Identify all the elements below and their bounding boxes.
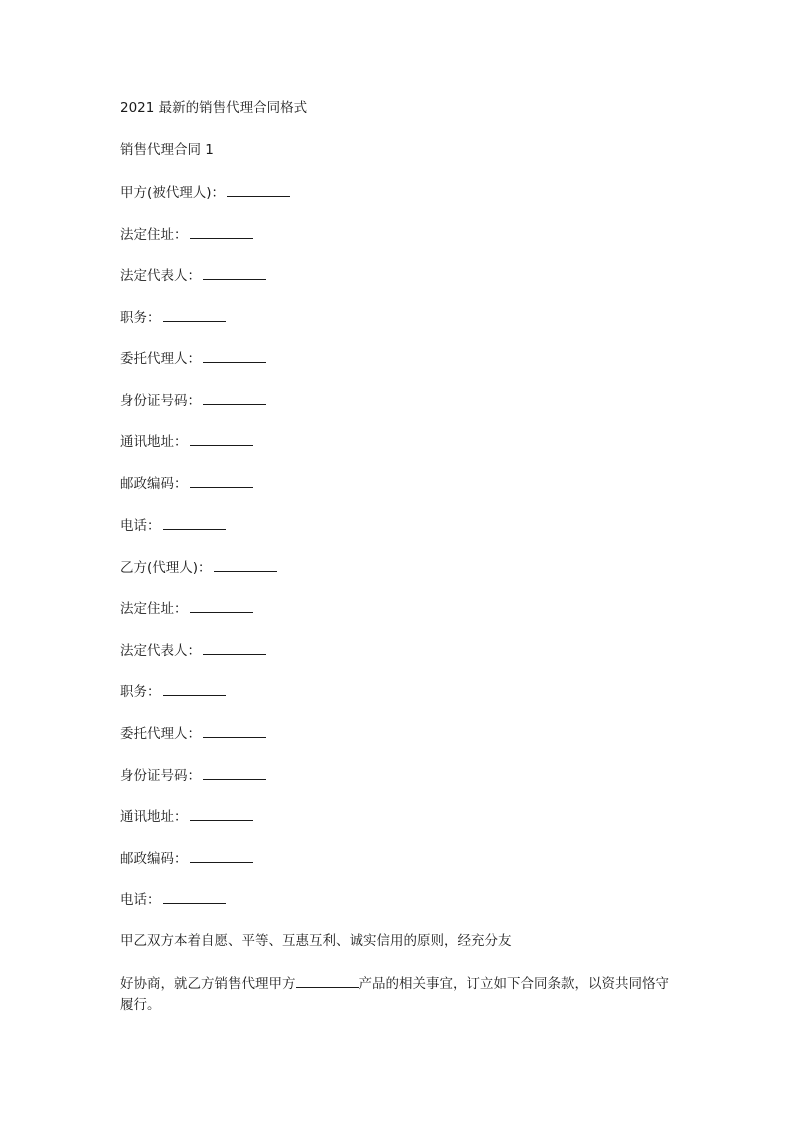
fill-blank <box>203 765 266 780</box>
fill-blank <box>163 681 226 696</box>
fill-blank <box>227 182 290 197</box>
party-b-field: 法定代表人： <box>120 640 266 661</box>
contract-subtitle: 销售代理合同 1 <box>120 142 214 158</box>
document-title: 2021 最新的销售代理合同格式 <box>120 100 308 116</box>
fill-blank <box>190 806 253 821</box>
intro-line: 甲乙双方本着自愿、平等、互惠互利、诚实信用的原则，经充分友 <box>120 933 512 949</box>
product-fill-blank <box>296 973 359 988</box>
party-b-field: 委托代理人： <box>120 723 266 744</box>
party-b-field: 法定住址： <box>120 598 253 619</box>
party-b-field: 邮政编码： <box>120 848 253 869</box>
fill-blank <box>203 640 266 655</box>
party-b-field: 职务： <box>120 681 226 702</box>
party-b-heading: 乙方(代理人)： <box>120 557 277 578</box>
fill-blank <box>190 598 253 613</box>
party-a-field: 委托代理人： <box>120 348 266 369</box>
party-a-field: 法定代表人： <box>120 265 266 286</box>
fill-blank <box>203 348 266 363</box>
agreement-paragraph: 好协商，就乙方销售代理甲方 产品的相关事宜，订立如下合同条款，以资共同恪守履行。 <box>120 973 680 1016</box>
fill-blank <box>190 848 253 863</box>
party-a-heading: 甲方(被代理人)： <box>120 182 290 203</box>
fill-blank <box>190 473 253 488</box>
party-b-field: 电话： <box>120 889 226 910</box>
party-a-field: 通讯地址： <box>120 431 253 452</box>
fill-blank <box>190 431 253 446</box>
party-b-field: 通讯地址： <box>120 806 253 827</box>
party-a-field: 邮政编码： <box>120 473 253 494</box>
fill-blank <box>163 307 226 322</box>
party-b-field: 身份证号码： <box>120 765 266 786</box>
fill-blank <box>214 557 277 572</box>
fill-blank <box>163 889 226 904</box>
party-a-field: 法定住址： <box>120 224 253 245</box>
fill-blank <box>203 723 266 738</box>
fill-blank <box>190 224 253 239</box>
fill-blank <box>203 265 266 280</box>
fill-blank <box>163 515 226 530</box>
fill-blank <box>203 390 266 405</box>
party-a-field: 身份证号码： <box>120 390 266 411</box>
party-a-field: 电话： <box>120 515 226 536</box>
party-a-field: 职务： <box>120 307 226 328</box>
